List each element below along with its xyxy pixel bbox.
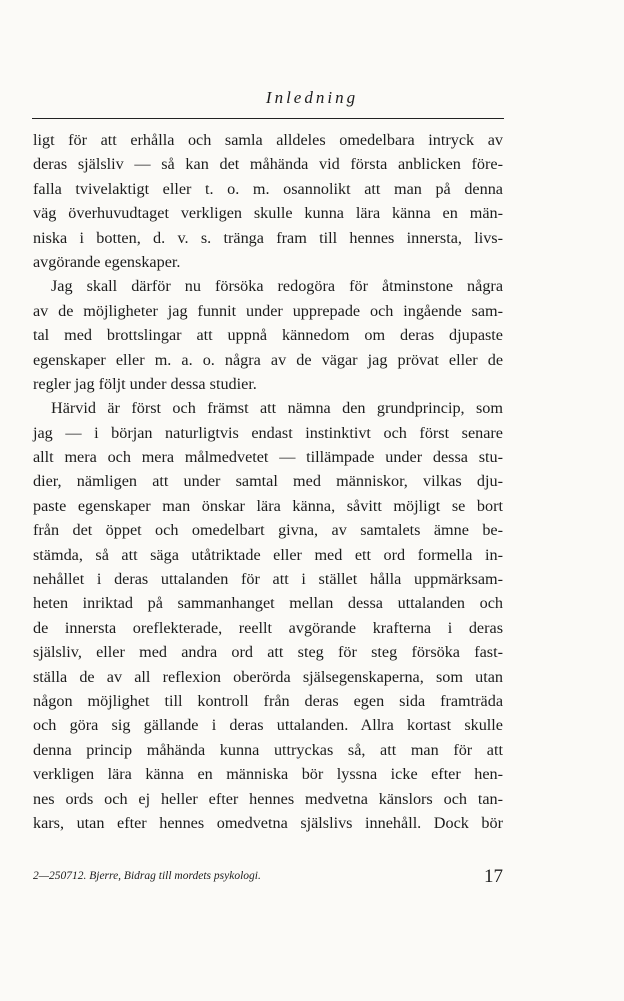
text-line: avgörande egenskaper.	[33, 252, 181, 271]
text-line: nes ords och ej heller efter hennes medvetna känslors och tan-	[33, 789, 503, 808]
text-line: väg överhuvudtaget verkligen skulle kunna lära känna en män-	[33, 204, 503, 223]
text-line: verkligen lära känna en människa bör lyssna icke efter hen-	[33, 765, 503, 784]
text-line: från det öppet och omedelbart givna, av samtalets ämne be-	[33, 521, 503, 540]
text-line: paste egenskaper man önskar lära känna, såvitt möjligt se bort	[33, 496, 503, 515]
text-line: deras själsliv — så kan det måhända vid första anblicken före-	[33, 155, 503, 174]
text-line: jag — i början naturligtvis endast instinktivt och först senare	[33, 423, 503, 442]
text-line: någon möjlighet till kontroll från deras egen sida framträda	[33, 691, 503, 710]
text-line: ligt för att erhålla och samla alldeles omedelbara intryck av	[33, 131, 503, 149]
running-head-title: Inledning	[265, 88, 359, 107]
text-line: dier, nämligen att under samtal med människor, vilkas dju-	[33, 472, 503, 491]
text-line: denna princip måhända kunna uttryckas så, att man för att	[33, 740, 503, 759]
text-line: heten inriktad på sammanhanget mellan dessa uttalanden och	[33, 594, 503, 613]
text-line: tal med brottslingar att uppnå kännedom om deras djupaste	[33, 326, 503, 345]
text-line: ställa de av all reflexion oberörda själsegenskaperna, som utan	[33, 667, 503, 686]
text-line: de innersta oreflekterade, reellt avgörande krafterna i deras	[33, 618, 503, 637]
text-line: och göra sig gällande i deras uttalanden. Allra kortast skulle	[33, 716, 503, 735]
printer-signature: 2—250712. Bjerre, Bidrag till mordets psykologi.	[33, 870, 261, 882]
text-line: niska i botten, d. v. s. tränga fram till hennes innersta, livs-	[33, 228, 503, 247]
text-line: själsliv, eller med andra ord att steg för steg försöka fast-	[33, 643, 503, 662]
header-rule	[32, 118, 504, 119]
text-line: falla tvivelaktigt eller t. o. m. osannolikt att man på denna	[33, 179, 503, 198]
text-line: regler jag följt under dessa studier.	[33, 374, 257, 393]
text-line: allt mera och mera målmedvetet — tillämpade under dessa stu-	[33, 448, 503, 467]
body-text	[33, 128, 503, 835]
text-line: Härvid är först och främst att nämna den grundprincip, som	[51, 399, 503, 418]
text-line: nehållet i deras uttalanden för att i stället hålla uppmärksam-	[33, 570, 503, 589]
text-line: Jag skall därför nu försöka redogöra för åtminstone några	[51, 277, 503, 296]
text-line: egenskaper eller m. a. o. några av de vägar jag prövat eller de	[33, 350, 503, 369]
text-line: av de möjligheter jag funnit under upprepade och ingående sam-	[33, 301, 503, 320]
page-footer	[33, 866, 503, 892]
text-line: kars, utan efter hennes omedvetna själslivs innehåll. Dock bör	[33, 813, 503, 832]
page-number: 17	[484, 866, 503, 887]
text-line: stämda, så att säga utåtriktade eller med ett ord formella in-	[33, 545, 503, 564]
